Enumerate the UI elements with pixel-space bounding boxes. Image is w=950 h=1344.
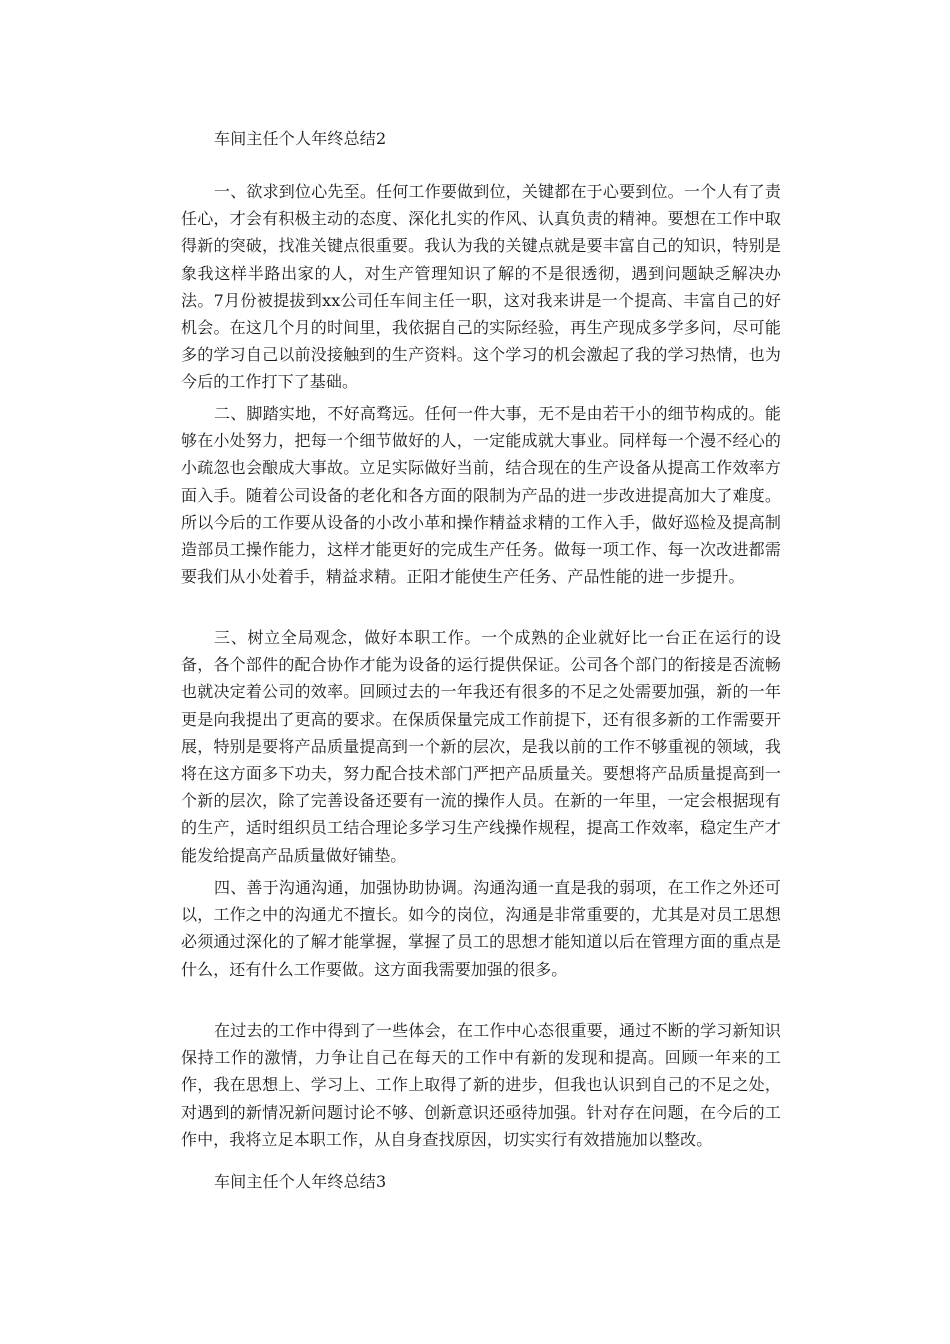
paragraph-3: 三、树立全局观念，做好本职工作。一个成熟的企业就好比一台正在运行的设备，各个部件的配合协作才能为设备的运行提供保证。公司各个部门的衔接是否流畅也就决定着公司的效率。回顾过去的一年我还有很多的不足之处需要加强，新的一年更是向我提出了更高的要求。在保质保量完成工作前提下，还有很多新的工作需要开展，特别是要将产品质量提高到一个新的层次，是我以前的工作不够重视的领域，我将在这方面多下功夫，努力配合技术部门严把产品质量关。要想将产品质量提高到一个新的层次，除了完善设备还要有一流的操作人员。在新的一年里，一定会根据现有的生产，适时组织员工结合理论多学习生产线操作规程，提高工作效率，稳定生产才能发给提高产品质量做好铺垫。 [181, 628, 781, 865]
paragraph-4: 四、善于沟通沟通，加强协助协调。沟通沟通一直是我的弱项，在工作之外还可以，工作之中的沟通尤不擅长。如今的岗位，沟通是非常重要的，尤其是对员工思想必须通过深化的了解才能掌握，掌握了员工的思想才能知道以后在管理方面的重点是什么，还有什么工作要做。这方面我需要加强的很多。 [181, 878, 781, 979]
paragraph-1: 一、欲求到位心先至。任何工作要做到位，关键都在于心要到位。一个人有了责任心，才会有积极主动的态度、深化扎实的作风、认真负责的精神。要想在工作中取得新的突破，找准关键点很重要。我认为我的关键点就是要丰富自己的知识，特别是象我这样半路出家的人，对生产管理知识了解的不是很透彻，遇到问题缺乏解决办法。7月份被提拔到xx公司任车间主任一职，这对我来讲是一个提高、丰富自己的好机会。在这几个月的时间里，我依据自己的实际经验，再生产现成多学多问，尽可能多的学习自己以前没接触到的生产资料。这个学习的机会激起了我的学习热情，也为今后的工作打下了基础。 [181, 182, 781, 392]
section-heading-3: 车间主任个人年终总结3 [214, 1172, 387, 1191]
paragraph-5: 在过去的工作中得到了一些体会，在工作中心态很重要，通过不断的学习新知识保持工作的激情，力争让自己在每天的工作中有新的发现和提高。回顾一年来的工作，我在思想上、学习上、工作上取得了新的进步，但我也认识到自己的不足之处，对遇到的新情况新问题讨论不够、创新意识还亟待加强。针对存在问题，在今后的工作中，我将立足本职工作，从自身查找原因，切实实行有效措施加以整改。 [181, 1021, 781, 1149]
section-heading-2: 车间主任个人年终总结2 [214, 129, 387, 148]
paragraph-2: 二、脚踏实地，不好高骛远。任何一件大事，无不是由若干小的细节构成的。能够在小处努力，把每一个细节做好的人，一定能成就大事业。同样每一个漫不经心的小疏忽也会酿成大事故。立足实际做好当前，结合现在的生产设备从提高工作效率方面入手。随着公司设备的老化和各方面的限制为产品的进一步改进提高加大了难度。所以今后的工作要从设备的小改小革和操作精益求精的工作入手，做好巡检及提高制造部员工操作能力，这样才能更好的完成生产任务。做每一项工作、每一次改进都需要我们从小处着手，精益求精。正阳才能使生产任务、产品性能的进一步提升。 [181, 404, 781, 587]
